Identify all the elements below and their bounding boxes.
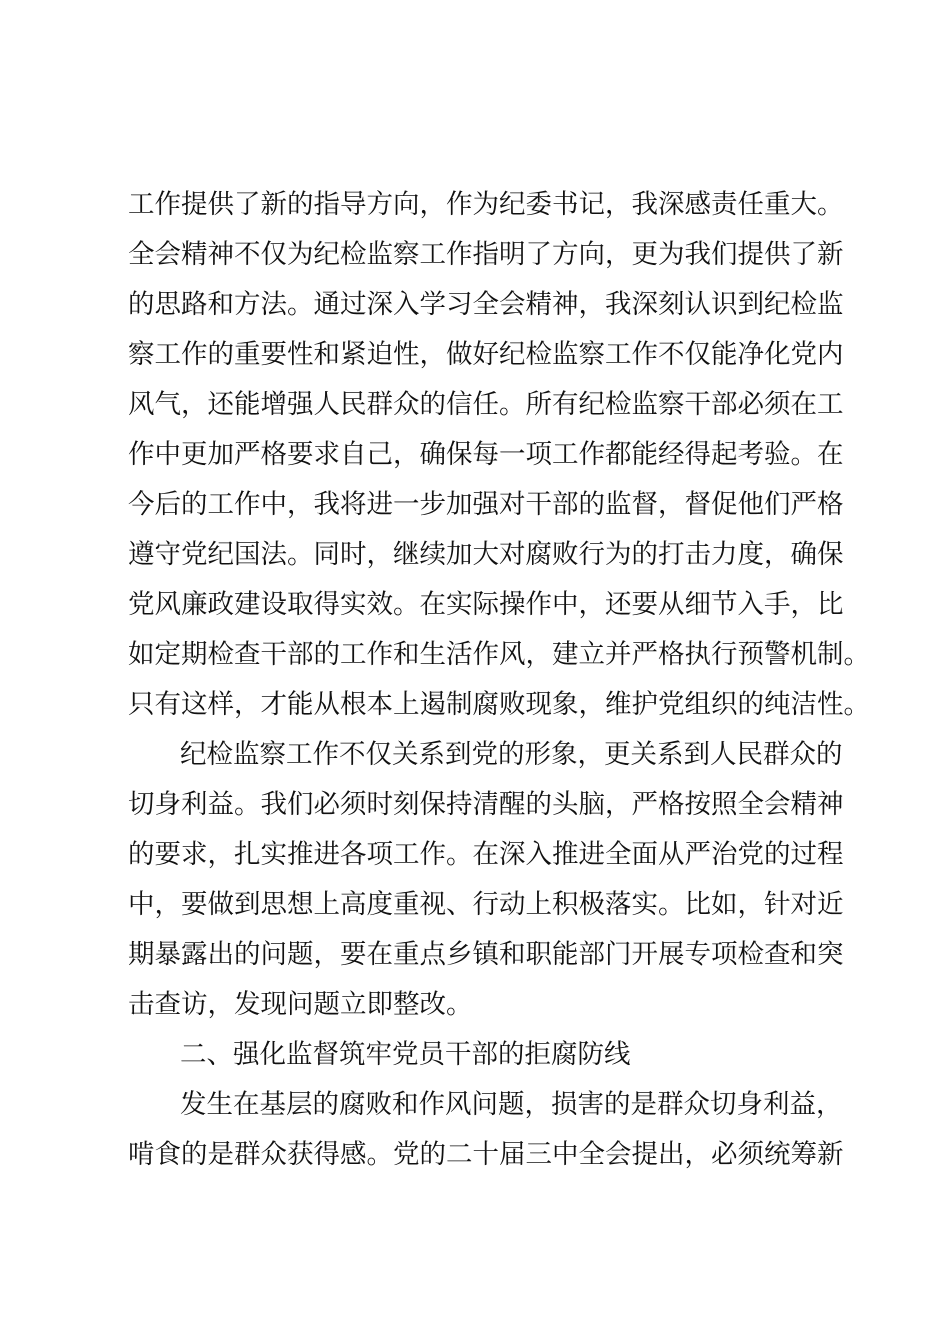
text-line: 工作提供了新的指导方向，作为纪委书记，我深感责任重大。 xyxy=(128,189,844,220)
paragraph-start-line: 纪检监察工作不仅关系到党的形象，更关系到人民群众的 xyxy=(180,739,843,770)
text-line: 切身利益。我们必须时刻保持清醒的头脑，严格按照全会精神 xyxy=(128,789,844,820)
text-line: 作中更加严格要求自己，确保每一项工作都能经得起考验。在 xyxy=(128,439,844,470)
text-line: 的要求，扎实推进各项工作。在深入推进全面从严治党的过程 xyxy=(128,839,844,870)
paragraph-start-line: 发生在基层的腐败和作风问题，损害的是群众切身利益， xyxy=(180,1089,843,1120)
text-line: 察工作的重要性和紧迫性，做好纪检监察工作不仅能净化党内 xyxy=(128,339,844,370)
text-line: 期暴露出的问题，要在重点乡镇和职能部门开展专项检查和突 xyxy=(128,939,844,970)
text-line: 只有这样，才能从根本上遏制腐败现象，维护党组织的纯洁性。 xyxy=(128,689,870,720)
text-line: 如定期检查干部的工作和生活作风，建立并严格执行预警机制。 xyxy=(128,639,870,670)
text-line: 击查访，发现问题立即整改。 xyxy=(128,989,473,1020)
text-line: 全会精神不仅为纪检监察工作指明了方向，更为我们提供了新 xyxy=(128,239,844,270)
body-text xyxy=(128,180,870,1180)
section-heading: 二、强化监督筑牢党员干部的拒腐防线 xyxy=(180,1039,631,1070)
text-line: 遵守党纪国法。同时，继续加大对腐败行为的打击力度，确保 xyxy=(128,539,844,570)
text-line: 中，要做到思想上高度重视、行动上积极落实。比如，针对近 xyxy=(128,889,844,920)
text-line: 党风廉政建设取得实效。在实际操作中，还要从细节入手，比 xyxy=(128,589,844,620)
text-line: 啃食的是群众获得感。党的二十届三中全会提出，必须统筹新 xyxy=(128,1139,844,1170)
text-line: 的思路和方法。通过深入学习全会精神，我深刻认识到纪检监 xyxy=(128,289,844,320)
text-line: 风气，还能增强人民群众的信任。所有纪检监察干部必须在工 xyxy=(128,389,844,420)
text-line: 今后的工作中，我将进一步加强对干部的监督，督促他们严格 xyxy=(128,489,844,520)
